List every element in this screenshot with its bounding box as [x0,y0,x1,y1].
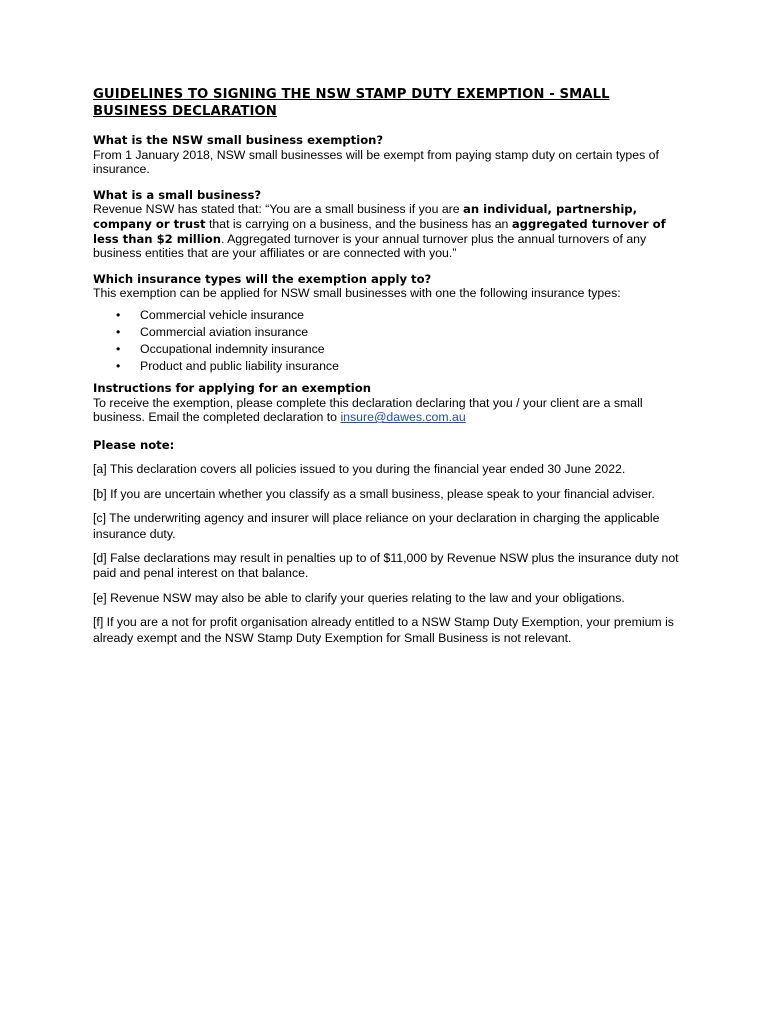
note-item: [f] If you are a not for profit organisation already entitled to a NSW Stamp Duty Exemption, your premium is already exempt and the NSW Stamp Duty Exemption for Small Business is not relevant. [93,615,674,645]
email-link[interactable]: insure@dawes.com.au [340,410,466,425]
section-heading: Instructions for applying for an exemption [93,380,372,395]
list-item [93,324,683,341]
insurance-type-list [93,307,683,375]
note-item: [e] Revenue NSW may also be able to clarify your queries relating to the law and your obligations. [93,590,625,605]
section-body: From 1 January 2018, NSW small businesses will be exempt from paying stamp duty on certain types of insurance. [93,147,659,177]
section-body [93,202,683,260]
section-heading: What is the NSW small business exemption? [93,133,384,147]
body-text: that is carrying on a business, and the business has an [205,216,512,231]
section-instructions [93,381,683,425]
bullet: • [116,307,121,322]
section-body: This exemption can be applied for NSW small businesses with one the following insurance types: [93,286,621,301]
bullet: • [116,341,121,356]
section-insurance-types [93,272,683,375]
document-title: GUIDELINES TO SIGNING THE NSW STAMP DUTY EXEMPTION - SMALL BUSINESS DECLARATION [93,87,610,119]
note-item: [b] If you are uncertain whether you classify as a small business, please speak to your financial adviser. [93,486,655,501]
list-item [93,358,683,375]
bullet: • [116,358,121,373]
section-exemption [93,133,683,177]
document-content [93,87,683,655]
list-item-text: Commercial aviation insurance [140,324,309,339]
list-item-text: Occupational indemnity insurance [140,341,325,356]
body-text: Revenue NSW has stated that: “You are a small business if you are [93,202,464,217]
note-item: [c] The underwriting agency and insurer will place reliance on your declaration in charging the applicable insurance duty. [93,511,660,541]
section-heading: Which insurance types will the exemption apply to? [93,271,432,286]
section-heading: What is a small business? [93,187,262,202]
body-text: . Aggregated turnover is your annual turnover plus the annual turnovers of any business entities that are your affiliates or are connected with you.” [93,231,647,261]
bold-text: an individual, partnership, company or trust [93,202,638,231]
notes-heading [93,438,683,453]
section-body [93,396,683,425]
note-item: [d] False declarations may result in penalties up to of $11,000 by Revenue NSW plus the insurance duty not paid and penal interest on that balance. [93,550,679,581]
section-small-business [93,188,683,261]
bold-text: aggregated turnover of less than $2 million [93,216,666,246]
list-item [93,341,683,358]
notes-list [93,462,683,646]
list-item [93,307,683,324]
notes-heading-text: Please note: [93,437,175,452]
note-item: [a] This declaration covers all policies issued to you during the financial year ended 30 June 2022. [93,462,626,477]
list-item-text: Product and public liability insurance [140,358,339,373]
list-item-text: Commercial vehicle insurance [140,307,305,322]
body-text: To receive the exemption, please complete this declaration declaring that you / your client are a small business. Email the completed declaration to [93,395,643,425]
bullet: • [116,324,121,339]
